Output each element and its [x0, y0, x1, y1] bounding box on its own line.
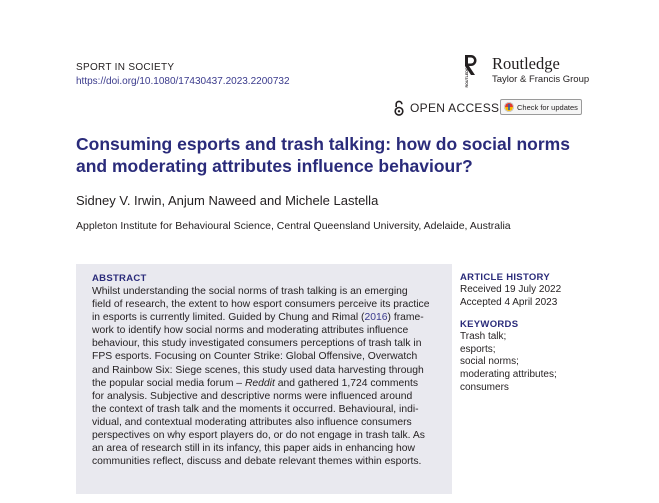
open-access-label: OPEN ACCESS [410, 101, 500, 115]
abstract-line: behaviour, this study investigated consumers perceptions of trash talk in [92, 338, 422, 350]
open-lock-icon [393, 100, 405, 116]
abstract-line: vidual, and contextual moderating attributes also influence consumers [92, 416, 412, 428]
abstract-line-3-start: in esports is currently limited. Guided by Chung and Rimal ( [92, 312, 365, 324]
publisher-name: Routledge [492, 54, 560, 73]
abstract-box [76, 264, 452, 494]
publisher-vertical-text: ROUTLEDGE [464, 64, 469, 88]
abstract-line-3-end: ) frame- [387, 312, 424, 324]
abstract-line: perspectives on why esport players do, or do not engage in trash talk. As [92, 430, 425, 442]
keyword: esports; [460, 343, 496, 355]
abstract-line: and Rainbow Six: Siege scenes, this study used data harvesting through [92, 364, 424, 376]
abstract-line: the context of trash talk and the moments it occurred. Behavioural, indi- [92, 403, 419, 415]
abstract-heading: ABSTRACT [92, 273, 147, 284]
abstract-line: FPS esports. Focusing on Counter Strike: Global Offensive, Overwatch [92, 351, 418, 363]
article-title [76, 133, 596, 177]
abstract-line: an area of research still in its infancy, this paper aids in enhancing how [92, 443, 415, 455]
authors: Sidney V. Irwin, Anjum Naweed and Michele Lastella [76, 193, 379, 208]
received-date: Received 19 July 2022 [460, 284, 562, 295]
abstract-line: communities reflect, discuss and debate relevant themes within esports. [92, 456, 422, 468]
article-sidebar [460, 272, 650, 394]
keywords-heading: KEYWORDS [460, 319, 519, 331]
abstract-line-8-start: the popular social media forum – [92, 377, 245, 389]
article-title-line-1: Consuming esports and trash talking: how do social norms [76, 134, 570, 154]
keyword: Trash talk; [460, 331, 507, 343]
abstract-line: work to identify how social norms and moderating attributes influence [92, 325, 409, 337]
citation-link[interactable]: 2016 [364, 312, 388, 324]
keyword: social norms; [460, 356, 519, 368]
check-for-updates-label: Check for updates [517, 102, 578, 112]
publisher-logo [462, 53, 590, 88]
abstract-line [92, 377, 440, 390]
article-history-heading: ARTICLE HISTORY [460, 272, 551, 283]
reddit-italic: Reddit [244, 377, 275, 389]
abstract-line-8-end: and gathered 1,724 comments [274, 377, 419, 389]
publisher-group: Taylor & Francis Group [492, 74, 590, 85]
accepted-date: Accepted 4 April 2023 [460, 296, 558, 308]
journal-name: SPORT IN SOCIETY [76, 62, 175, 73]
keyword: consumers [460, 381, 509, 393]
affiliation: Appleton Institute for Behavioural Science, Central Queensland University, Adelaide, Australia [76, 220, 511, 232]
abstract-line: field of research, the extent to how esport consumers perceive its practice [92, 299, 430, 311]
keyword: moderating attributes; [460, 368, 557, 380]
abstract-line: for analysis. Subjective and descriptive norms were influenced around [92, 390, 413, 402]
check-for-updates-icon [504, 102, 514, 112]
abstract-line: Whilst understanding the social norms of trash talking is an emerging [92, 286, 408, 297]
open-access-badge [393, 100, 499, 116]
routledge-logo-icon [462, 53, 482, 88]
abstract-line [92, 311, 440, 324]
article-title-line-2: and moderating attributes influence behaviour? [76, 156, 473, 176]
doi-link[interactable]: https://doi.org/10.1080/17430437.2023.2200732 [76, 76, 290, 87]
check-for-updates-button[interactable] [500, 99, 582, 115]
